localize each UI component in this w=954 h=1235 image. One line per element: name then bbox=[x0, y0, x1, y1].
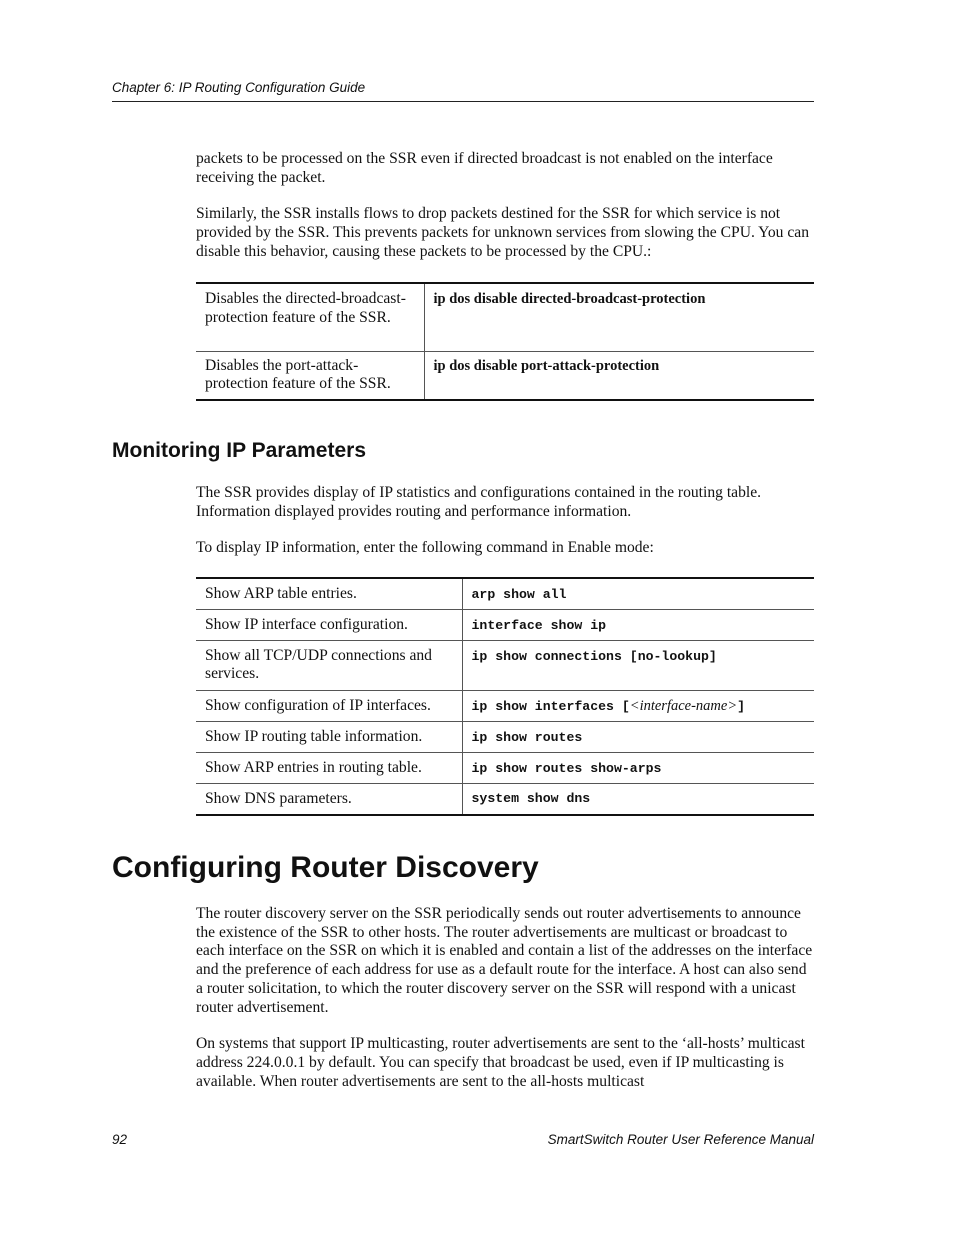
command-description: Show all TCP/UDP connections and services. bbox=[196, 640, 462, 690]
page-number: 92 bbox=[112, 1132, 128, 1147]
manual-title: SmartSwitch Router User Reference Manual bbox=[547, 1132, 814, 1147]
table-row bbox=[196, 283, 814, 351]
running-title: Chapter 6: IP Routing Configuration Guide bbox=[112, 80, 366, 95]
command-description: Show DNS parameters. bbox=[196, 783, 462, 815]
table-row bbox=[196, 752, 814, 783]
table-row bbox=[196, 721, 814, 752]
command-description: Show ARP table entries. bbox=[196, 578, 462, 609]
router-discovery-section bbox=[196, 905, 814, 1091]
command-description: Show IP interface configuration. bbox=[196, 609, 462, 640]
table-row bbox=[196, 351, 814, 400]
command-syntax bbox=[462, 690, 814, 721]
table-row bbox=[196, 609, 814, 640]
command-description: Show ARP entries in routing table. bbox=[196, 752, 462, 783]
table-row bbox=[196, 578, 814, 609]
router-discovery-paragraph-1: The router discovery server on the SSR periodically sends out router advertisements to announce the existence of the SSR to other hosts. The router advertisements are multicast or broadcast to each interface on the SSR on which it is enabled and contain a list of the addresses on the interface and the preference of each address for use as a default route for the interface. A host can also send a router solicitation, to which the router discovery server on the SSR will respond with a unicast router advertisement. bbox=[196, 905, 813, 1016]
command-description: Disables the port-attack-protection feature of the SSR. bbox=[196, 351, 424, 400]
monitoring-paragraph-1: The SSR provides display of IP statistics and configurations contained in the routing table. Information displayed provides routing and performance information. bbox=[196, 484, 762, 520]
command-syntax: ip show routes bbox=[462, 721, 814, 752]
running-header bbox=[112, 79, 814, 102]
command-prefix: ip show interfaces [ bbox=[471, 698, 630, 714]
command-syntax: ip dos disable port-attack-protection bbox=[424, 351, 814, 400]
chapter-section-heading: Configuring Router Discovery bbox=[112, 851, 539, 884]
monitoring-paragraph-2: To display IP information, enter the following command in Enable mode: bbox=[196, 539, 654, 557]
section-heading: Monitoring IP Parameters bbox=[112, 439, 367, 462]
intro-paragraph-2: Similarly, the SSR installs flows to drop packets destined for the SSR for which service is not provided by the SSR. This prevents packets for unknown services from slowing the CPU. You can disable this behavior, causing these packets to be processed by the CPU.: bbox=[196, 205, 810, 260]
table-row bbox=[196, 640, 814, 690]
intro-section bbox=[196, 150, 814, 262]
monitor-command-table bbox=[196, 577, 814, 816]
command-suffix: ] bbox=[737, 698, 746, 714]
command-argument: <interface-name> bbox=[629, 697, 738, 714]
monitoring-section bbox=[196, 484, 814, 558]
command-syntax: ip show connections [no-lookup] bbox=[462, 640, 814, 690]
table-row bbox=[196, 690, 814, 721]
router-discovery-paragraph-2: On systems that support IP multicasting, router advertisements are sent to the ‘all-hosts’ multicast address 224.0.0.1 by default. You can specify that broadcast be used, even if IP multicasting is available. When router advertisements are sent to the all-hosts multicast bbox=[196, 1035, 805, 1090]
command-description: Show IP routing table information. bbox=[196, 721, 462, 752]
command-syntax: ip show routes show-arps bbox=[462, 752, 814, 783]
command-syntax: ip dos disable directed-broadcast-protection bbox=[433, 291, 706, 307]
command-syntax: arp show all bbox=[471, 587, 567, 602]
command-description: Disables the directed-broadcast-protection feature of the SSR. bbox=[196, 283, 424, 351]
table-row bbox=[196, 783, 814, 815]
dos-command-table bbox=[196, 282, 814, 401]
intro-paragraph-1: packets to be processed on the SSR even if directed broadcast is not enabled on the interface receiving the packet. bbox=[196, 150, 773, 186]
command-syntax: system show dns bbox=[462, 783, 814, 815]
command-syntax: interface show ip bbox=[462, 609, 814, 640]
command-description: Show configuration of IP interfaces. bbox=[196, 690, 462, 721]
